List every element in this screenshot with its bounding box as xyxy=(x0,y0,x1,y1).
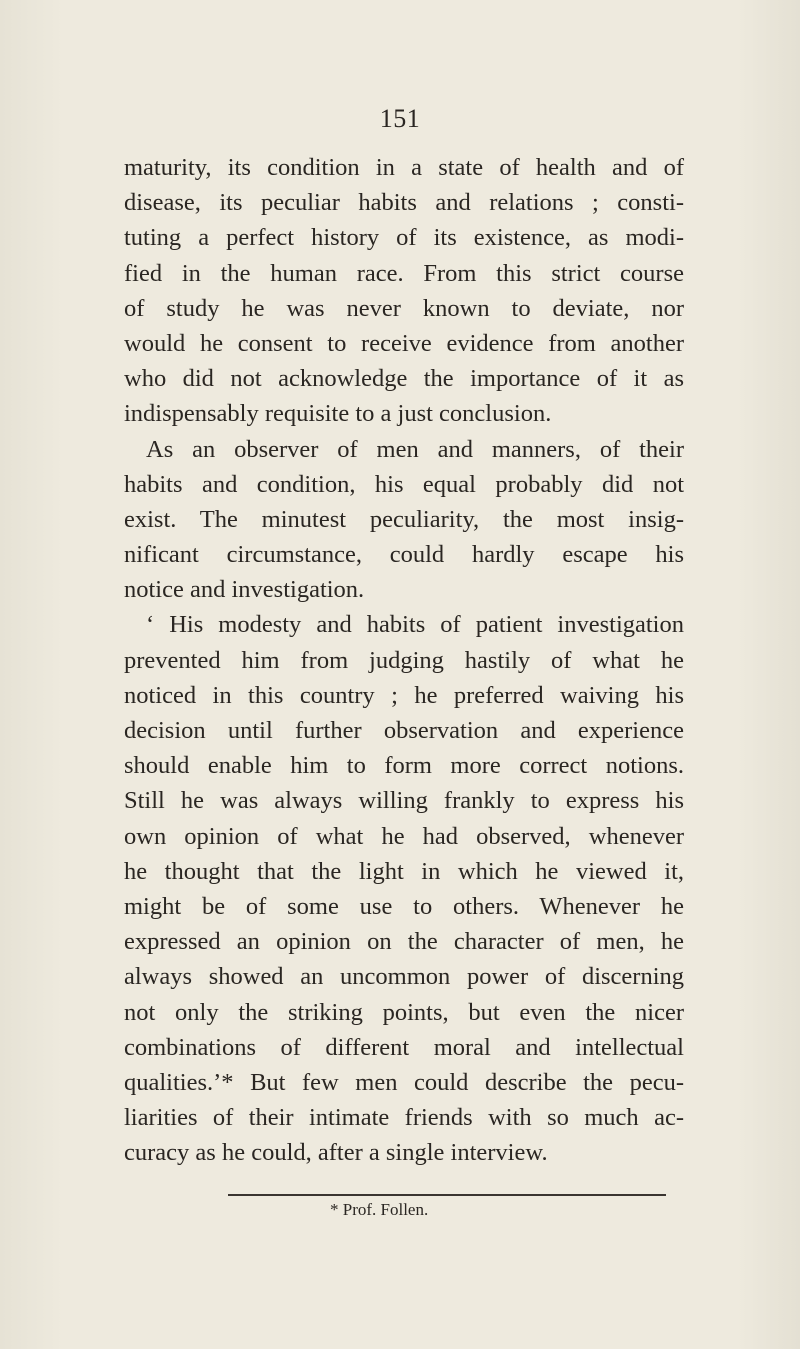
text-line: habits and condition, his equal probably did not xyxy=(124,470,684,498)
footnote: * Prof. Follen. xyxy=(330,1200,429,1219)
text-line: Still he was always willing frankly to express his xyxy=(124,787,684,815)
text-line: noticed in this country ; he preferred waiving his xyxy=(124,681,684,709)
text-line: decision until further observation and experience xyxy=(124,717,684,744)
text-line: should enable him to form more correct notions. xyxy=(124,752,684,780)
text-line: qualities.’* But few men could describe the pecu- xyxy=(124,1068,684,1096)
text-line: of study he was never known to deviate, nor xyxy=(124,294,684,322)
text-line: maturity, its condition in a state of health and of xyxy=(124,154,684,181)
text-line: liarities of their intimate friends with so much ac- xyxy=(124,1104,684,1132)
text-line: fied in the human race. From this strict course xyxy=(124,259,684,287)
text-line: combinations of different moral and intellectual xyxy=(124,1033,684,1061)
page-number: 151 xyxy=(379,104,421,133)
text-line: nificant circumstance, could hardly escape his xyxy=(124,541,684,569)
text-line: disease, its peculiar habits and relations ; consti- xyxy=(124,189,684,217)
body-text xyxy=(124,150,684,1170)
text-line: ‘ His modesty and habits of patient investigation xyxy=(146,611,684,639)
text-line: not only the striking points, but even the nicer xyxy=(124,998,684,1026)
footnote-rule xyxy=(228,1194,666,1196)
text-line: As an observer of men and manners, of their xyxy=(146,435,684,463)
text-line: tuting a perfect history of its existence, as modi- xyxy=(124,224,684,252)
text-line: he thought that the light in which he viewed it, xyxy=(124,857,684,885)
text-line: indispensably requisite to a just conclusion. xyxy=(124,400,552,428)
text-line: might be of some use to others. Whenever he xyxy=(124,892,684,920)
text-line: prevented him from judging hastily of what he xyxy=(124,646,684,674)
text-line: own opinion of what he had observed, whenever xyxy=(124,822,684,850)
text-line: would he consent to receive evidence from another xyxy=(124,329,684,357)
text-line: expressed an opinion on the character of men, he xyxy=(124,928,684,956)
text-line: curacy as he could, after a single interview. xyxy=(124,1139,548,1167)
text-line: notice and investigation. xyxy=(124,576,365,604)
text-line: exist. The minutest peculiarity, the most insig- xyxy=(124,505,684,533)
text-line: who did not acknowledge the importance of it as xyxy=(124,365,684,393)
text-line: always showed an uncommon power of discerning xyxy=(124,963,684,991)
